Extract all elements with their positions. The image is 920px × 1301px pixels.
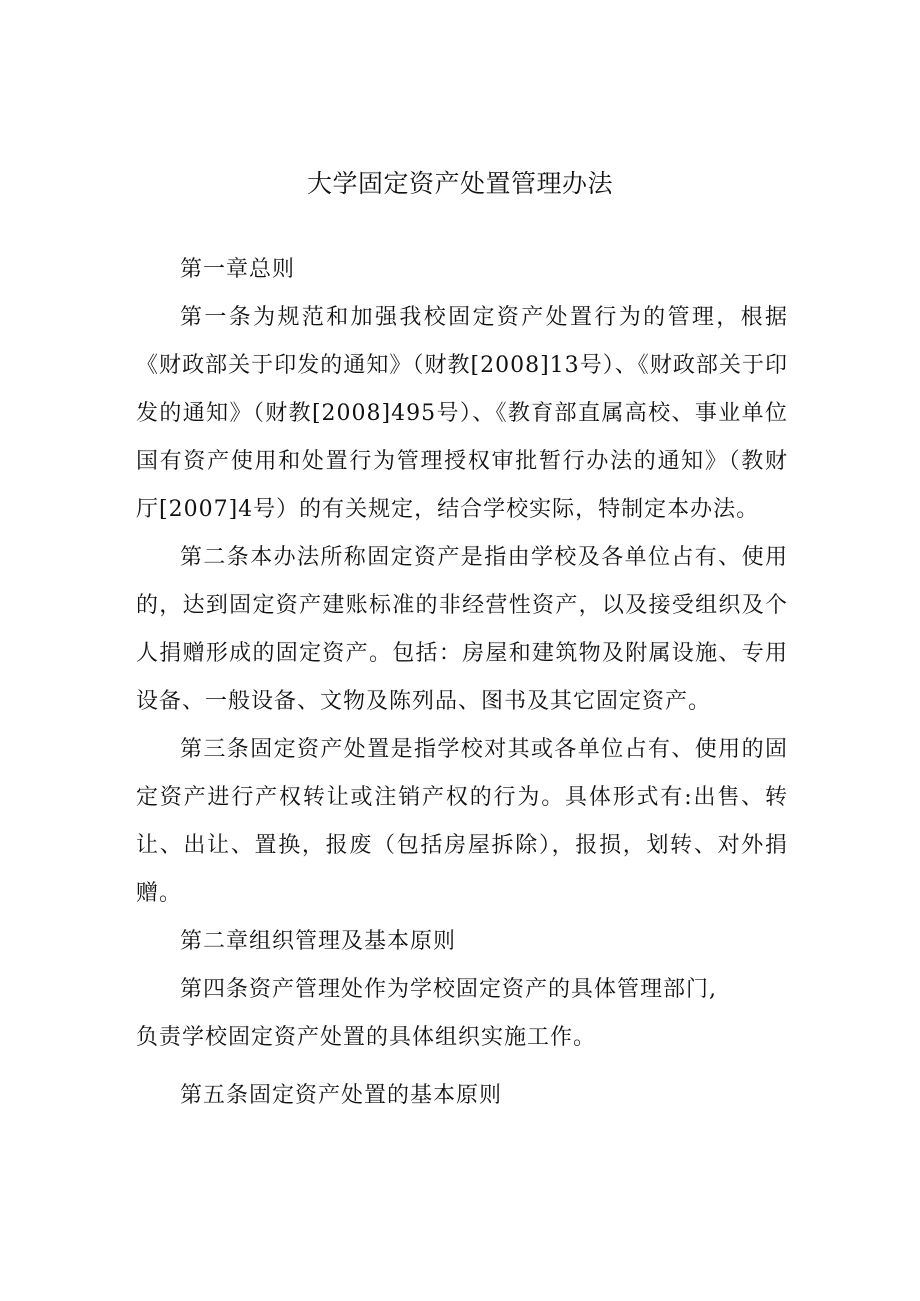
- document-body: [136, 246, 788, 1120]
- chapter-heading: 第二章组织管理及基本原则: [180, 929, 457, 954]
- article-paragraph: 第二条本办法所称固定资产是指由学校及各单位占有、使用的，达到固定资产建账标准的非经营性资产，以及接受组织及个人捐赠形成的固定资产。包括：房屋和建筑物及附属设施、专用设备、一般设备、文物及陈列品、图书及其它固定资产。: [136, 545, 788, 714]
- article-paragraph-continuation: 负责学校固定资产处置的具体组织实施工作。: [136, 1025, 597, 1050]
- article-paragraph: 第五条固定资产处置的基本原则: [180, 1083, 503, 1108]
- chapter-heading: 第一章总则: [180, 257, 296, 282]
- article-paragraph: 第三条固定资产处置是指学校对其或各单位占有、使用的固定资产进行产权转让或注销产权的行为。具体形式有:出售、转让、出让、置换，报废（包括房屋拆除），报损，划转、对外捐赠。: [136, 737, 788, 906]
- article-paragraph: 第一条为规范和加强我校固定资产处置行为的管理，根据《财政部关于印发的通知》（财教[2008]13号）、《财政部关于印发的通知》（财教[2008]495号）、《教育部直属高校、事业单位国有资产使用和处置行为管理授权审批暂行办法的通知》（教财厅[2007]4号）的有关规定，结合学校实际，特制定本办法。: [136, 305, 788, 522]
- article-paragraph: 第四条资产管理处作为学校固定资产的具体管理部门,: [180, 977, 717, 1002]
- document-title: 大学固定资产处置管理办法: [306, 169, 613, 198]
